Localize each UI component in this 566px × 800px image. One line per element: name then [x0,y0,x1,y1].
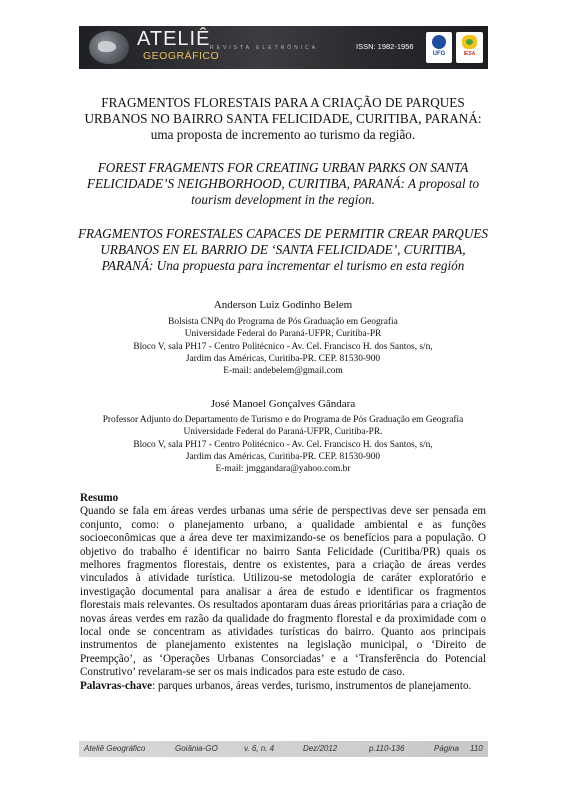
title-portuguese [60,95,506,143]
title-es-line: FRAGMENTOS FORESTALES CAPACES DE PERMITIR CREAR PARQUES [78,226,488,241]
banner-tagline: REVISTA ELETRÔNICA [210,45,319,51]
footer-date: Dez/2012 [303,744,338,753]
ufg-label: UFG [432,51,446,57]
title-pt-line: uma proposta de incremento ao turismo da região. [150,127,416,142]
ufg-logo [426,32,452,63]
logo-subtitle: GEOGRÁFICO [143,50,220,62]
author-name: José Manoel Gonçalves Gândara [210,398,356,410]
affiliation-line: Professor Adjunto do Departamento de Turismo e do Programa de Pós Graduação em Geografia [102,415,464,425]
abstract-section [80,492,486,693]
affiliation-line: Bolsista CNPq do Programa de Pós Graduação em Geografia [168,317,398,327]
affiliation-line: Universidade Federal do Paraná-UFPR, Curitiba-PR [184,329,382,340]
abstract-heading: Resumo [80,492,119,504]
title-en-line: FOREST FRAGMENTS FOR CREATING URBAN PARKS ON SANTA [97,160,469,175]
iesa-label: IESA [463,51,476,57]
journal-banner [79,26,488,69]
author-affiliation [60,414,506,475]
footer-page-number: 110 [470,744,483,753]
affiliation-line: Bloco V, sala PH17 - Centro Politécnico - Av. Cel. Francisco H. dos Santos, s/n, [133,439,433,450]
footer-volume: v. 6, n. 4 [244,744,275,753]
keywords-label: Palavras-chave [80,679,153,692]
title-es-line: PARANÁ: Una propuesta para incrementar el turismo en esta región [101,258,465,273]
issn-label: ISSN: 1982-1956 [356,42,414,51]
keywords [80,680,486,693]
title-english [60,160,506,208]
title-es-line: URBANOS EN EL BARRIO DE ‘SANTA FELICIDADE’, CURITIBA, [100,242,466,257]
abstract-body: Quando se fala em áreas verdes urbanas uma série de perspectivas deve ser pensada em conjunto, como: o planejamento urbano, a qualidade ambiental e as funções socioeconômicas que a área deve ter maximizando-se os benefícios para a população. O objetivo do trabalho é identificar no bairro Santa Felicidade (Curitiba/PR) quais os melhores fragmentos florestais, dentre os existentes, para a criação de áreas verdes vinculados à atividade turística. Utilizou-se metodologia de caráter exploratório e investigação documental para analisar a área de estudo e identificar os fragmentos florestais mais relevantes. Os resultados apontaram duas áreas prioritárias para a criação de novas áreas verdes em razão da qualidade do fragmento florestal e da proximidade com o local onde se concentram as atividades turísticas do bairro. Quanto aos principais instrumentos de planejamento existentes na legislação municipal, o ‘Direito de Preempção’, as ‘Operações Urbanas Consorciadas’ e a ‘Transferência do Potencial Construtivo’ revelaram-se ser os mais indicados para este estudo de caso. [80,505,486,679]
affiliation-line: Jardim das Américas, Curitiba-PR. CEP. 81530-900 [185,353,381,364]
footer-page-label: Página [434,744,459,753]
affiliation-line: Universidade Federal do Paraná-UFPR, Curitiba-PR. [183,427,383,438]
ufg-seal-icon [432,35,446,49]
title-en-line: tourism development in the region. [191,192,375,207]
title-en-line: FELICIDADE’S NEIGHBORHOOD, CURITIBA, PARANÁ: A proposal to [86,176,480,191]
footer-place: Goiânia-GO [175,744,218,753]
author-name: Anderson Luiz Godinho Belem [213,299,353,311]
title-pt-line: URBANOS NO BAIRRO SANTA FELICIDADE, CURITIBA, PARANÁ: [84,111,482,126]
title-pt-line: FRAGMENTOS FLORESTAIS PARA A CRIAÇÃO DE PARQUES [101,95,465,110]
globe-logo-icon [89,31,129,64]
author-email: E-mail: jmggandara@yahoo.com.br [215,464,351,475]
title-spanish [60,226,506,274]
keywords-list: : parques urbanos, áreas verdes, turismo, instrumentos de planejamento. [152,679,472,692]
footer-pages: p.110-136 [369,744,405,753]
author-affiliation [60,316,506,377]
affiliation-line: Jardim das Américas, Curitiba-PR. CEP. 81530-900 [185,451,381,462]
author-email: E-mail: andebelem@gmail.com [223,366,343,377]
iesa-logo [456,32,483,63]
page-footer [79,741,488,757]
footer-journal: Ateliê Geográfico [84,744,146,753]
logo-title: ATELIÊ [137,28,211,50]
affiliation-line: Bloco V, sala PH17 - Centro Politécnico - Av. Cel. Francisco H. dos Santos, s/n, [133,341,433,352]
